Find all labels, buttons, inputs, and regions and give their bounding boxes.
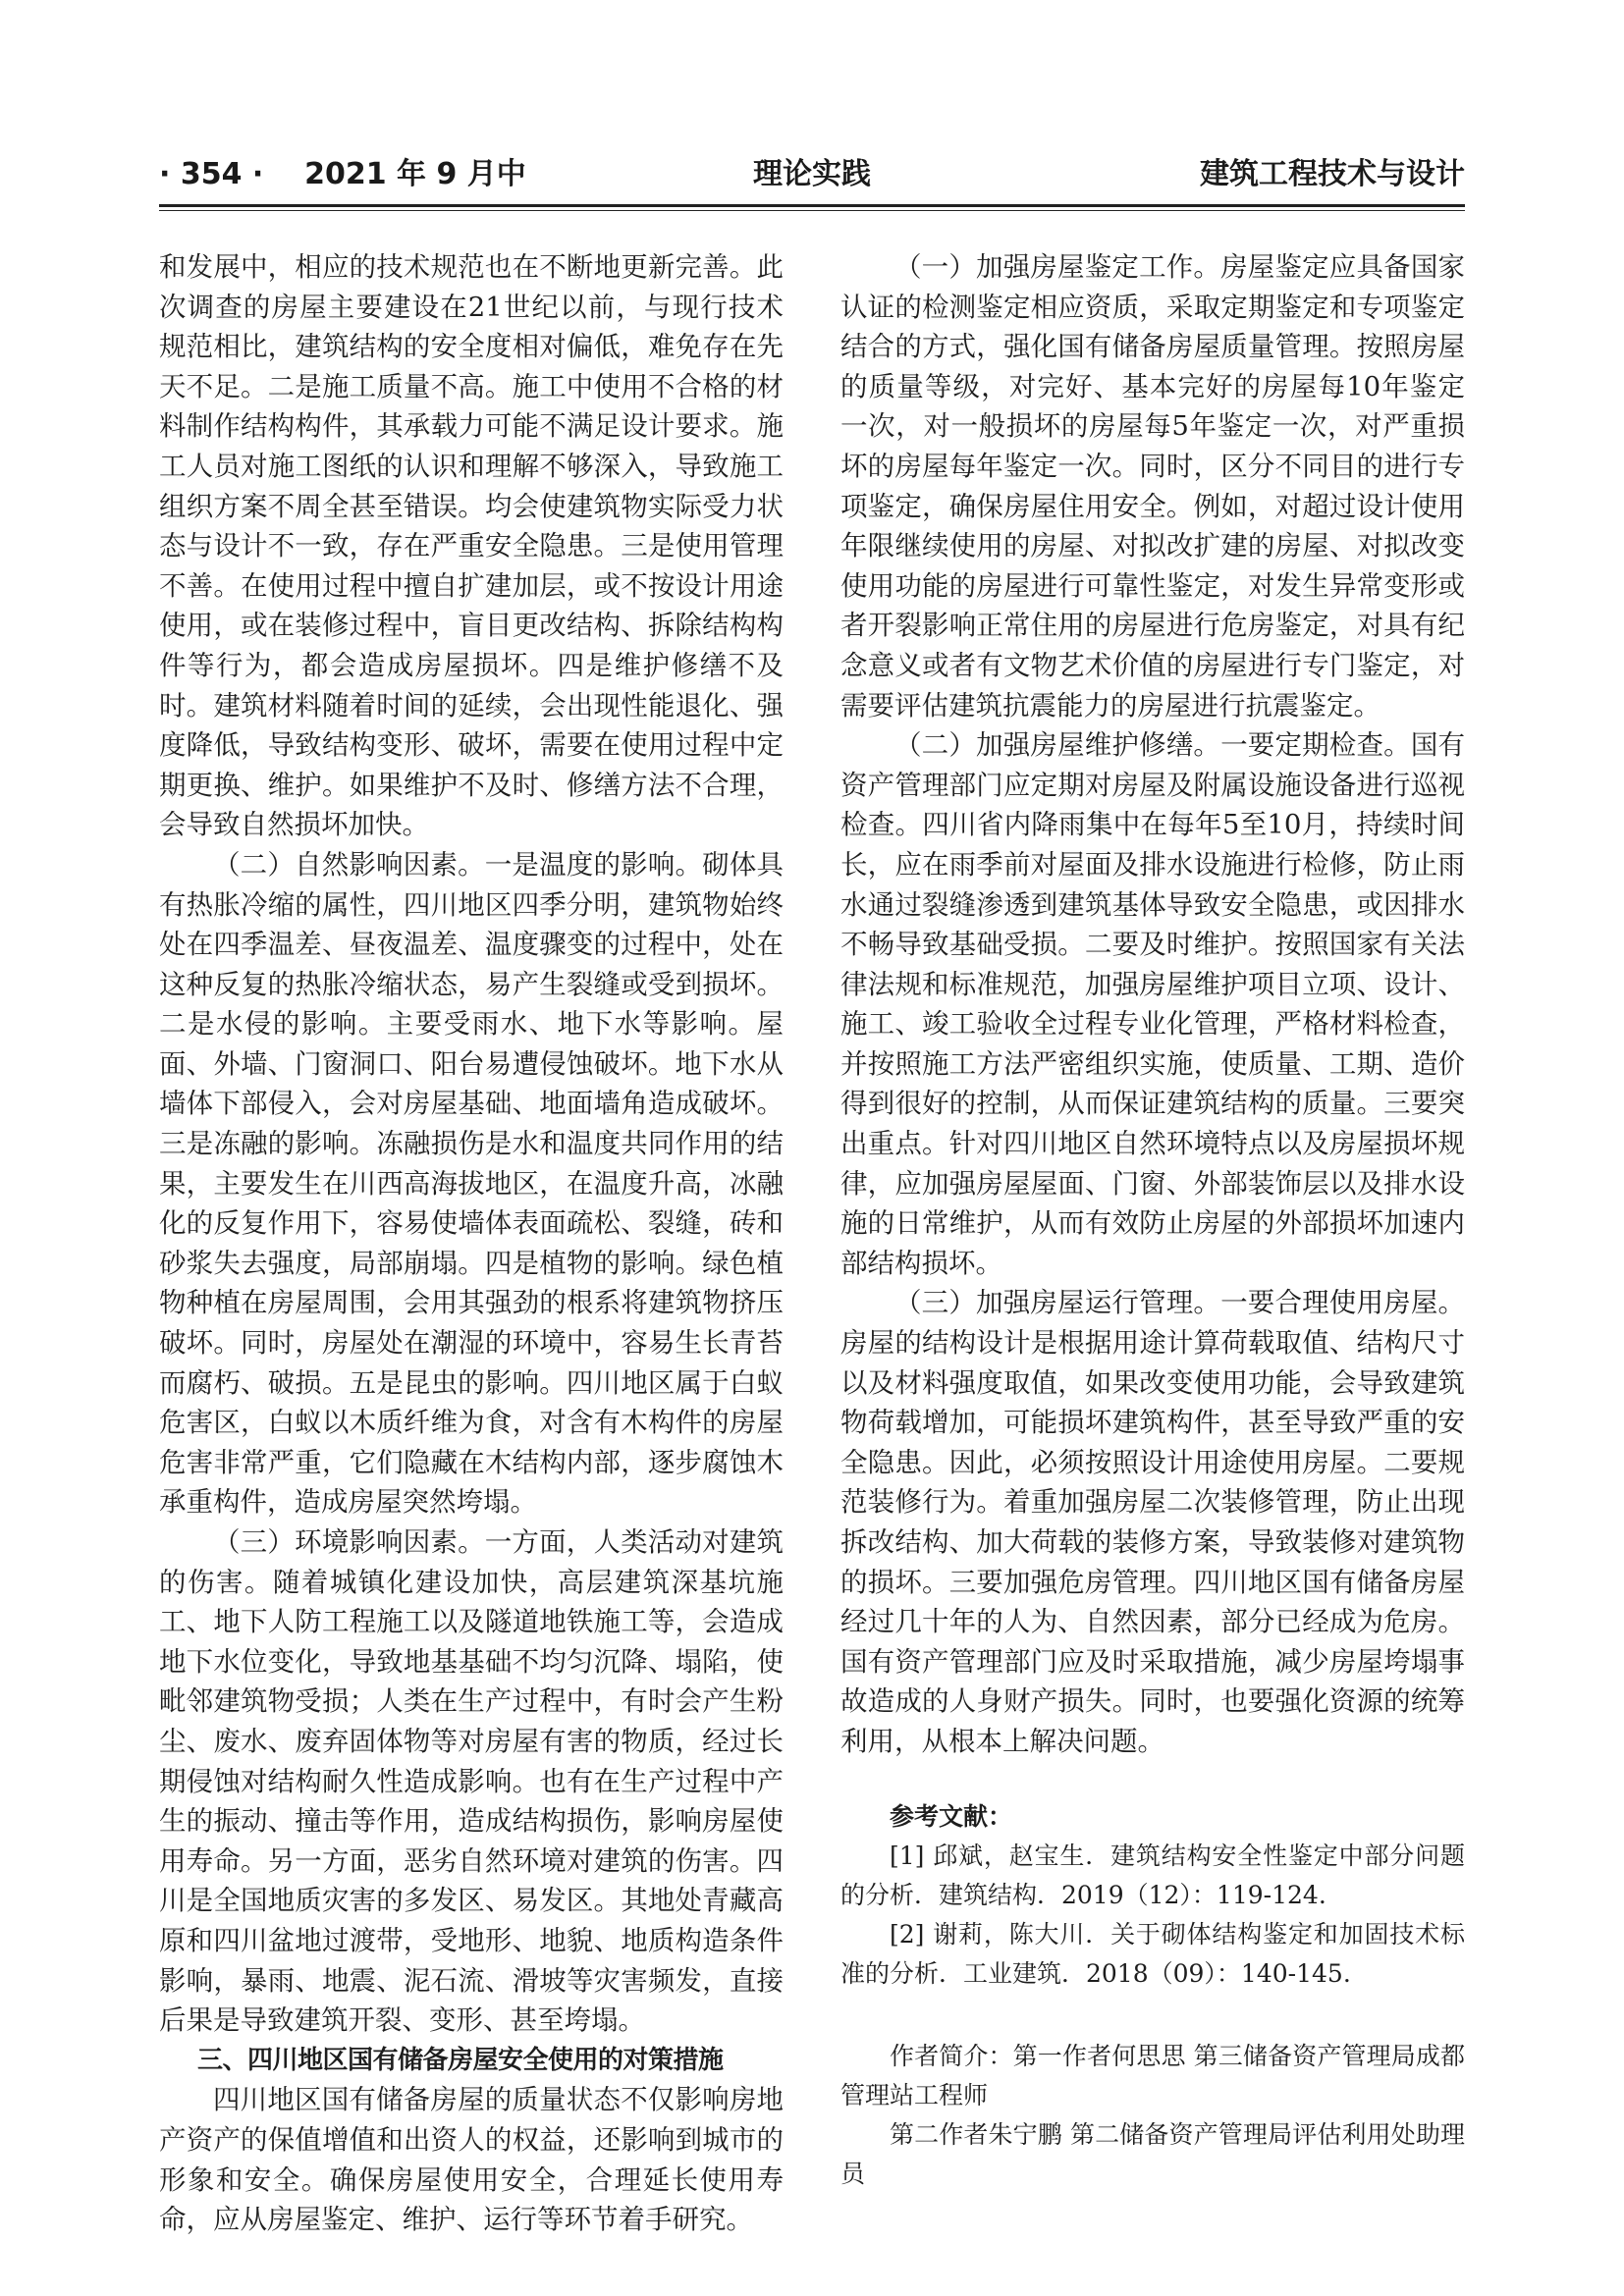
paragraph: （一）加强房屋鉴定工作。房屋鉴定应具备国家认证的检测鉴定相应资质，采取定期鉴定和专项鉴定结合的方式，强化国有储备房屋质量管理。按照房屋的质量等级，对完好、基本完好的房屋每10年鉴定一次，对一般损坏的房屋每5年鉴定一次，对严重损坏的房屋每年鉴定一次。同时，区分不同目的进行专项鉴定，确保房屋住用安全。例如，对超过设计使用年限继续使用的房屋、对拟改扩建的房屋、对拟改变使用功能的房屋进行可靠性鉴定，对发生异常变形或者开裂影响正常住用的房屋进行危房鉴定，对具有纪念意义或者有文物艺术价值的房屋进行专门鉴定，对需要评估建筑抗震能力的房屋进行抗震鉴定。 (840, 251, 1465, 721)
left-column (159, 247, 784, 2240)
reference-item: [1] 邱斌，赵宝生．建筑结构安全性鉴定中部分问题的分析．建筑结构．2019（12）：119-124. (840, 1841, 1465, 1909)
page-number: · 354 · (159, 157, 264, 191)
journal-title: 建筑工程技术与设计 (1200, 157, 1465, 191)
paragraph: 四川地区国有储备房屋的质量状态不仅影响房地产资产的保值增值和出资人的权益，还影响到城市的形象和安全。确保房屋使用安全，合理延长使用寿命，应从房屋鉴定、维护、运行等环节着手研究。 (159, 2084, 784, 2236)
author-note: 作者简介：第一作者何思思 第三储备资产管理局成都管理站工程师 (840, 2041, 1465, 2109)
running-header (159, 147, 1465, 202)
reference-item: [2] 谢莉，陈大川．关于砌体结构鉴定和加固技术标准的分析．工业建筑．2018（09）：140-145. (840, 1919, 1465, 1988)
paragraph: （三）加强房屋运行管理。一要合理使用房屋。房屋的结构设计是根据用途计算荷载取值、结构尺寸以及材料强度取值，如果改变使用功能，会导致建筑物荷载增加，可能损坏建筑构件，甚至导致严重的安全隐患。因此，必须按照设计用途使用房屋。二要规范装修行为。着重加强房屋二次装修管理，防止出现拆改结构、加大荷载的装修方案，导致装修对建筑物的损坏。三要加强危房管理。四川地区国有储备房屋经过几十年的人为、自然因素，部分已经成为危房。国有资产管理部门应及时采取措施，减少房屋垮塌事故造成的人身财产损失。同时，也要强化资源的统筹利用，从根本上解决问题。 (840, 1287, 1465, 1757)
paragraph: 和发展中，相应的技术规范也在不断地更新完善。此次调查的房屋主要建设在21世纪以前，与现行技术规范相比，建筑结构的安全度相对偏低，难免存在先天不足。二是施工质量不高。施工中使用不合格的材料制作结构构件，其承载力可能不满足设计要求。施工人员对施工图纸的认识和理解不够深入，导致施工组织方案不周全甚至错误。均会使建筑物实际受力状态与设计不一致，存在严重安全隐患。三是使用管理不善。在使用过程中擅自扩建加层，或不按设计用途使用，或在装修过程中，盲目更改结构、拆除结构构件等行为，都会造成房屋损坏。四是维护修缮不及时。建筑材料随着时间的延续，会出现性能退化、强度降低，导致结构变形、破坏，需要在使用过程中定期更换、维护。如果维护不及时、修缮方法不合理，会导致自然损坏加快。 (159, 251, 784, 841)
paragraph: （三）环境影响因素。一方面，人类活动对建筑的伤害。随着城镇化建设加快，高层建筑深基坑施工、地下人防工程施工以及隧道地铁施工等，会造成地下水位变化，导致地基基础不均匀沉降、塌陷，使毗邻建筑物受损；人类在生产过程中，有时会产生粉尘、废水、废弃固体物等对房屋有害的物质，经过长期侵蚀对结构耐久性造成影响。也有在生产过程中产生的振动、撞击等作用，造成结构损伤，影响房屋使用寿命。另一方面，恶劣自然环境对建筑的伤害。四川是全国地质灾害的多发区、易发区。其地处青藏高原和四川盆地过渡带，受地形、地貌、地质构造条件影响，暴雨、地震、泥石流、滑坡等灾害频发，直接后果是导致建筑开裂、变形、甚至垮塌。 (159, 1526, 784, 2037)
header-rule-thin (159, 210, 1465, 211)
paragraph: （二）自然影响因素。一是温度的影响。砌体具有热胀冷缩的属性，四川地区四季分明，建筑物始终处在四季温差、昼夜温差、温度骤变的过程中，处在这种反复的热胀冷缩状态，易产生裂缝或受到损坏。二是水侵的影响。主要受雨水、地下水等影响。屋面、外墙、门窗洞口、阳台易遭侵蚀破坏。地下水从墙体下部侵入，会对房屋基础、地面墙角造成破坏。三是冻融的影响。冻融损伤是水和温度共同作用的结果，主要发生在川西高海拔地区，在温度升高，冰融化的反复作用下，容易使墙体表面疏松、裂缝，砖和砂浆失去强度，局部崩塌。四是植物的影响。绿色植物种植在房屋周围，会用其强劲的根系将建筑物挤压破坏。同时，房屋处在潮湿的环境中，容易生长青苔而腐朽、破损。五是昆虫的影响。四川地区属于白蚁危害区，白蚁以木质纤维为食，对含有木构件的房屋危害非常严重，它们隐藏在木结构内部，逐步腐蚀木承重构件，造成房屋突然垮塌。 (159, 848, 784, 1519)
author-note: 第二作者朱宁鹏 第二储备资产管理局评估利用处助理员 (840, 2119, 1465, 2188)
section-heading: 三、四川地区国有储备房屋安全使用的对策措施 (197, 2045, 724, 2075)
section-label: 理论实践 (753, 157, 871, 191)
right-column (840, 247, 1465, 2194)
header-rule-thick (159, 204, 1465, 207)
references-title: 参考文献： (890, 1801, 1013, 1831)
issue-date: 2021 年 9 月中 (304, 157, 526, 191)
paragraph: （二）加强房屋维护修缮。一要定期检查。国有资产管理部门应定期对房屋及附属设施设备进行巡视检查。四川省内降雨集中在每年5至10月，持续时间长，应在雨季前对屋面及排水设施进行检修，防止雨水通过裂缝渗透到建筑基体导致安全隐患，或因排水不畅导致基础受损。二要及时维护。按照国家有关法律法规和标准规范，加强房屋维护项目立项、设计、施工、竣工验收全过程专业化管理，严格材料检查，并按照施工方法严密组织实施，使质量、工期、造价得到很好的控制，从而保证建筑结构的质量。三要突出重点。针对四川地区自然环境特点以及房屋损坏规律，应加强房屋屋面、门窗、外部装饰层以及排水设施的日常维护，从而有效防止房屋的外部损坏加速内部结构损坏。 (840, 729, 1465, 1279)
